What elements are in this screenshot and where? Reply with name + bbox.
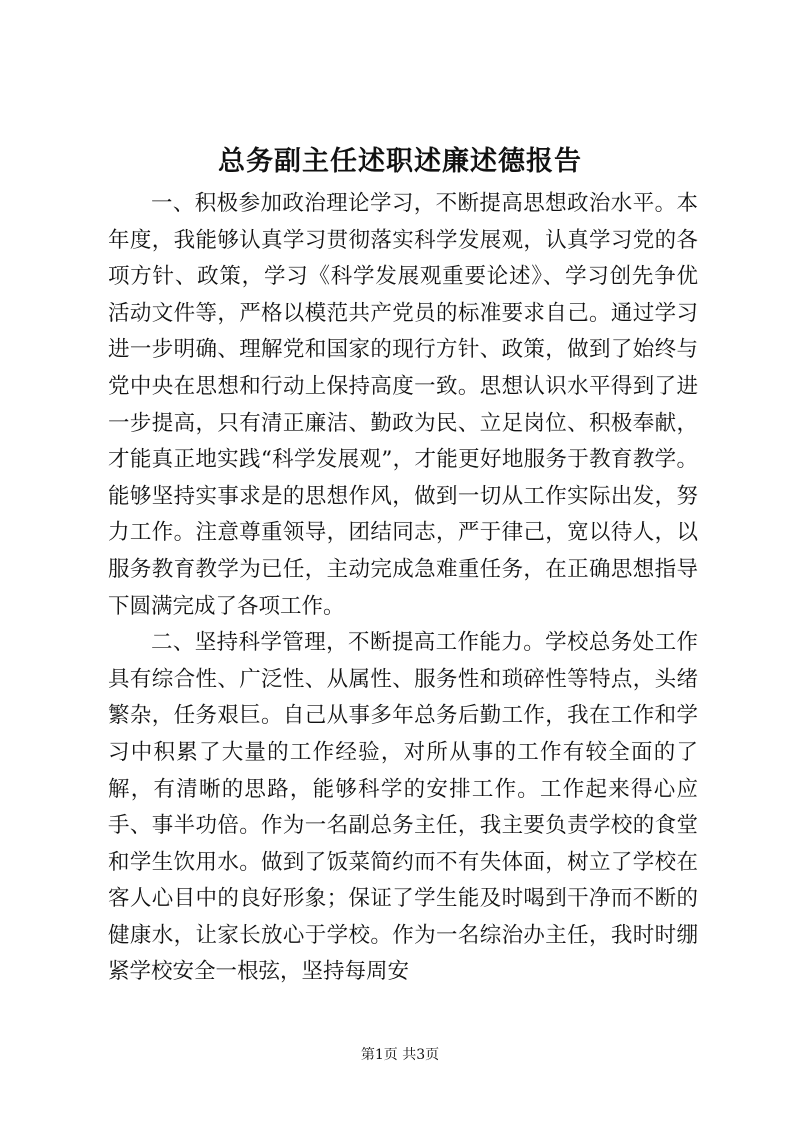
document-body xyxy=(108,186,698,991)
paragraph-scientific-management: 二、坚持科学管理，不断提高工作能力。学校总务处工作具有综合性、广泛性、从属性、服务性和琐碎性等特点，头绪繁杂，任务艰巨。自己从事多年总务后勤工作，我在工作和学习中积累了大量的工作经验，对所从事的工作有较全面的了解，有清晰的思路，能够科学的安排工作。工作起来得心应手、事半功倍。作为一名副总务主任，我主要负责学校的食堂和学生饮用水。做到了饭菜简约而不有失体面，树立了学校在客人心目中的良好形象；保证了学生能及时喝到干净而不断的健康水，让家长放心于学校。作为一名综治办主任，我时时绷紧学校安全一根弦，坚持每周安 xyxy=(108,630,698,985)
paragraph-political-study: 一、积极参加政治理论学习，不断提高思想政治水平。本年度，我能够认真学习贯彻落实科学发展观，认真学习党的各项方针、政策，学习《科学发展观重要论述》、学习创先争优活动文件等，严格以模范共产党员的标准要求自己。通过学习进一步明确、理解党和国家的现行方针、政策，做到了始终与党中央在思想和行动上保持高度一致。思想认识水平得到了进一步提高，只有清正廉洁、勤政为民、立足岗位、积极奉献，才能真正地实践“科学发展观”，才能更好地服务于教育教学。能够坚持实事求是的思想作风，做到一切从工作实际出发，努力工作。注意尊重领导，团结同志，严于律己，宽以待人，以服务教育教学为已任，主动完成急难重任务，在正确思想指导下圆满完成了各项工作。 xyxy=(108,191,698,619)
page-number-footer: 第1页 共3页 xyxy=(360,1047,440,1063)
document-title: 总务副主任述职述廉述德报告 xyxy=(218,146,582,177)
